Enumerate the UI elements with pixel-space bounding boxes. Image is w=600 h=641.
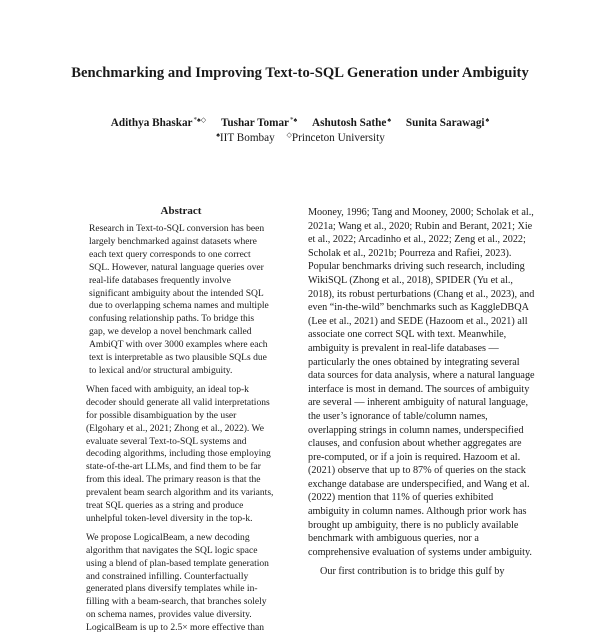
body-paragraph: Our first contribution is to bridge this gulf by [320,566,505,578]
body-paragraph: When faced with ambiguity, an ideal top-k decoder should generate all valid interpretations for possible disambiguation by the user (Elgohary et al., 2021; Zhong et al., 2022). We evaluate several Text-to-SQL systems and decoding algorithms, including those employing state-of-the-art LLMs, and find them to be far from this ideal. The primary reason is that the prevalent beam search algorithm and its variants, treat SQL queries as a string and produce unhelpful token-level diversity in the top-k. [86,383,274,524]
author: Tushar Tomar*♠ [220,116,298,129]
body-column-right [308,206,536,585]
affiliation-list [0,131,600,144]
author: Sunita Sarawagi♠ [405,116,490,129]
author-list [0,116,600,129]
abstract-paragraph: Research in Text-to-SQL conversion has been largely benchmarked against datasets where each text query corresponds to one correct SQL. However, natural language queries over real-life databases frequently involve significant ambiguity about the intended SQL due to overlapping schema names and multiple confusing relationship paths. To bridge this gap, we develop a novel benchmark called AmbiQT with over 3000 examples where each text is interpretable as two plausible SQLs due to lexical and/or structural ambiguity. [89,223,269,376]
abstract-heading: Abstract [160,205,202,217]
body-paragraph: Mooney, 1996; Tang and Mooney, 2000; Scholak et al., 2021a; Wang et al., 2020; Rubin and Berant, 2021; Xie et al., 2022; Arcadinho et al., 2022; Zeng et al., 2022; Scholak et al., 2021b; Pourreza and Rafiei, 2023). Popular benchmarks driving such research, including WikiSQL (Zhong et al., 2018), SPIDER (Yu et al., 2018), its robust perturbations (Chang et al., 2023), and even “in-the-wild” benchmarks such as KaggleDBQA (Lee et al., 2021) and SEDE (Hazoom et al., 2021) all associate one correct SQL with text. Meanwhile, ambiguity is prevalent in real-life databases — particularly the ones obtained by integrating several data sources for data analysis, where a natural language interface is most in demand. The sources of ambiguity are several — inherent ambiguity of natural language, the user’s ignorance of table/column names, overlapping strings in column names, underspecified clauses, and confusion about whether aggregates are pre-computed, or if a join is required. Hazoom et al. (2021) observe that up to 87% of queries on the stack exchange database are underspecified, and Wang et al. (2022) mention that 11% of queries exhibited ambiguity in column names. Although prior work has brought up ambiguity, there is no publicly available benchmark with ambiguous queries, nor a comprehensive evaluation of systems under ambiguity. [308,207,535,558]
paper-title: Benchmarking and Improving Text-to-SQL Generation under Ambiguity [71,65,529,81]
author: Adithya Bhaskar*♠◇ [110,116,207,129]
affiliation: ◇Princeton University [286,131,385,144]
abstract-column [86,223,274,641]
body-paragraph: We propose LogicalBeam, a new decoding algorithm that navigates the SQL logic space using a blend of plan-based template generation and constrained infilling. Counterfactually generated plans diversify templates while in-filling with a beam-search, that branches solely on schema names, provides value diversity. LogicalBeam is up to 2.5× more effective than [86,531,269,634]
affiliation: ♠IIT Bombay [216,131,275,144]
author: Ashutosh Sathe♠ [312,116,392,129]
